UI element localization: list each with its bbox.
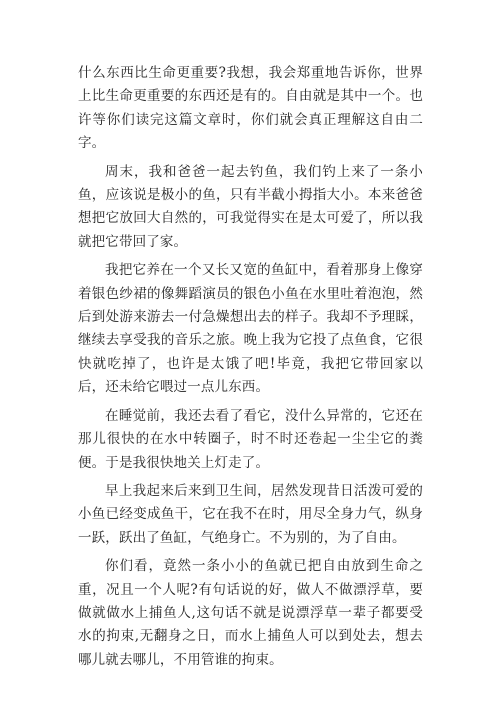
paragraph-3: 我把它养在一个又长又宽的鱼缸中，看着那身上像穿着银色纱裙的像舞蹈演员的银色小鱼在水里吐着泡泡，然后到处游来游去一付急燥想出去的样子。我却不予理睬，继续去享受我的音乐之旅。晚上我为它投了点鱼食，它很快就吃掉了，也许是太饿了吧!毕竟，我把它带回家以后，还未给它喂过一点儿东西。 xyxy=(78,262,423,396)
paragraph-2: 周末，我和爸爸一起去钓鱼，我们钓上来了一条小鱼，应该说是极小的鱼，只有半截小拇指大小。本来爸爸想把它放回大自然的，可我觉得实在是太可爱了，所以我就把它带回了家。 xyxy=(78,163,423,250)
paragraph-5: 早上我起来后来到卫生间，居然发现昔日活泼可爱的小鱼已经变成鱼干，它在我不在时，用尽全身力气，纵身一跃，跃出了鱼缸，气绝身亡。不为别的，为了自由。 xyxy=(78,482,423,546)
paragraph-6: 你们看，竟然一条小小的鱼就已把自由放到生命之重，况且一个人呢?有句话说的好，做人不做漂浮草，要做就做水上捕鱼人,这句话不就是说漂浮草一辈子都要受水的拘束,无翻身之日，而水上捕鱼人可以到处去，想去哪儿就去哪儿，不用管谁的拘束。 xyxy=(78,558,423,668)
paragraph-1: 什么东西比生命更重要?我想，我会郑重地告诉你，世界上比生命更重要的东西还是有的。自由就是其中一个。也许等你们读完这篇文章时，你们就会真正理解这自由二字。 xyxy=(78,65,423,152)
paragraph-4: 在睡觉前，我还去看了看它，没什么异常的，它还在那儿很快的在水中转圈子，时不时还卷起一尘尘它的粪便。于是我很快地关上灯走了。 xyxy=(78,407,423,471)
document-body xyxy=(78,62,423,677)
